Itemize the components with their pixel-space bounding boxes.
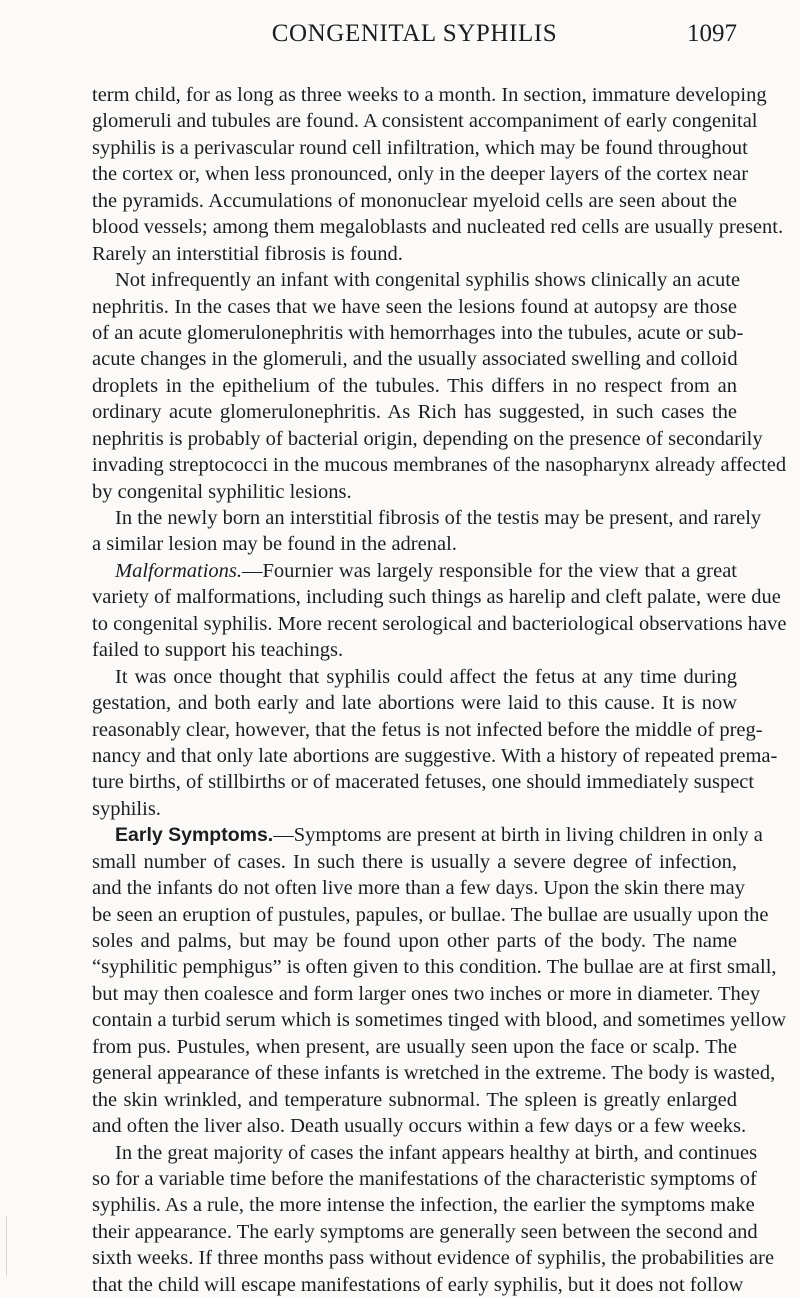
text-line: by congenital syphilitic lesions. bbox=[92, 480, 352, 503]
text-line: syphilis. As a rule, the more intense the infection, the earlier the symptoms make bbox=[92, 1194, 755, 1217]
text-line: It was once thought that syphilis could affect the fetus at any time during bbox=[115, 665, 737, 688]
scan-edge-mark bbox=[6, 1216, 7, 1276]
text-line: be seen an eruption of pustules, papules, or bullae. The bullae are usually upon the bbox=[92, 903, 769, 926]
heading-line-rest: —Fournier was largely responsible for the view that a great bbox=[242, 559, 737, 582]
text-line: nephritis. In the cases that we have seen the lesions found at autopsy are those bbox=[92, 295, 737, 318]
text-line: the pyramids. Accumulations of mononuclear myeloid cells are seen about the bbox=[92, 189, 737, 212]
text-line: their appearance. The early symptoms are generally seen between the second and bbox=[92, 1220, 758, 1243]
text-line: nancy and that only late abortions are suggestive. With a history of repeated prema- bbox=[92, 744, 778, 767]
text-line: and often the liver also. Death usually occurs within a few days or a few weeks. bbox=[92, 1115, 747, 1138]
text-line: failed to support his teachings. bbox=[92, 639, 344, 662]
text-line: ture births, of stillbirths or of macerated fetuses, one should immediately suspect bbox=[92, 771, 755, 794]
text-line: from pus. Pustules, when present, are usually seen upon the face or scalp. The bbox=[92, 1035, 737, 1058]
text-line: sixth weeks. If three months pass without evidence of syphilis, the probabilities are bbox=[92, 1247, 775, 1270]
running-title: CONGENITAL SYPHILIS bbox=[271, 20, 558, 47]
text-line: glomeruli and tubules are found. A consistent accompaniment of early congenital bbox=[92, 110, 758, 133]
text-line: invading streptococci in the mucous membranes of the nasopharynx already affected bbox=[92, 454, 787, 477]
text-line: nephritis is probably of bacterial origin, depending on the presence of secondarily bbox=[92, 427, 763, 450]
text-line: ordinary acute glomerulonephritis. As Rich has suggested, in such cases the bbox=[92, 401, 737, 424]
text-line: a similar lesion may be found in the adrenal. bbox=[92, 533, 457, 556]
text-line: syphilis. bbox=[92, 797, 161, 820]
page-number: 1097 bbox=[687, 20, 737, 47]
body-text bbox=[92, 82, 787, 1298]
text-line: blood vessels; among them megaloblasts and nucleated red cells are usually present. bbox=[92, 216, 784, 239]
text-line: of an acute glomerulonephritis with hemorrhages into the tubules, acute or sub- bbox=[92, 321, 744, 344]
text-line: In the newly born an interstitial fibrosis of the testis may be present, and rarely bbox=[115, 507, 762, 529]
text-line bbox=[92, 822, 763, 848]
text-line: the cortex or, when less pronounced, only in the deeper layers of the cortex near bbox=[92, 163, 749, 186]
text-line: the skin wrinkled, and temperature subnormal. The spleen is greatly enlarged bbox=[92, 1088, 737, 1111]
text-line: term child, for as long as three weeks to a month. In section, immature developing bbox=[92, 84, 767, 106]
text-line: reasonably clear, however, that the fetus is not infected before the middle of preg- bbox=[92, 718, 763, 741]
text-line: Not infrequently an infant with congenital syphilis shows clinically an acute bbox=[115, 269, 741, 292]
text-line: syphilis is a perivascular round cell infiltration, which may be found throughout bbox=[92, 136, 748, 159]
text-line: variety of malformations, including such things as harelip and cleft palate, were due bbox=[92, 586, 781, 609]
text-line bbox=[92, 558, 737, 584]
text-line: Rarely an interstitial fibrosis is found. bbox=[92, 242, 403, 265]
running-head bbox=[92, 20, 737, 56]
text-line: In the great majority of cases the infant appears healthy at birth, and continues bbox=[115, 1141, 758, 1164]
text-line: that the child will escape manifestations of early syphilis, but it does not follow bbox=[92, 1273, 744, 1296]
text-line: “syphilitic pemphigus” is often given to this condition. The bullae are at first small, bbox=[92, 956, 777, 979]
text-line: droplets in the epithelium of the tubules. This differs in no respect from an bbox=[92, 374, 737, 397]
section-heading-malformations: Malformations. bbox=[115, 559, 242, 582]
text-line: soles and palms, but may be found upon other parts of the body. The name bbox=[92, 930, 737, 952]
text-line: general appearance of these infants is wretched in the extreme. The body is wasted, bbox=[92, 1062, 776, 1085]
section-heading-early-symptoms: Early Symptoms. bbox=[115, 824, 274, 847]
text-line: to congenital syphilis. More recent serological and bacteriological observations have bbox=[92, 612, 787, 635]
text-line: small number of cases. In such there is usually a severe degree of infection, bbox=[92, 850, 737, 873]
text-line: and the infants do not often live more than a few days. Upon the skin there may bbox=[92, 877, 745, 900]
text-line: gestation, and both early and late abortions were laid to this cause. It is now bbox=[92, 692, 737, 715]
text-line: but may then coalesce and form larger ones two inches or more in diameter. They bbox=[92, 982, 761, 1005]
text-line: contain a turbid serum which is sometimes tinged with blood, and sometimes yellow bbox=[92, 1009, 787, 1032]
heading-line-rest: —Symptoms are present at birth in living children in only a bbox=[273, 824, 763, 847]
text-line: acute changes in the glomeruli, and the usually associated swelling and colloid bbox=[92, 348, 738, 371]
text-line: so for a variable time before the manifestations of the characteristic symptoms of bbox=[92, 1167, 757, 1190]
